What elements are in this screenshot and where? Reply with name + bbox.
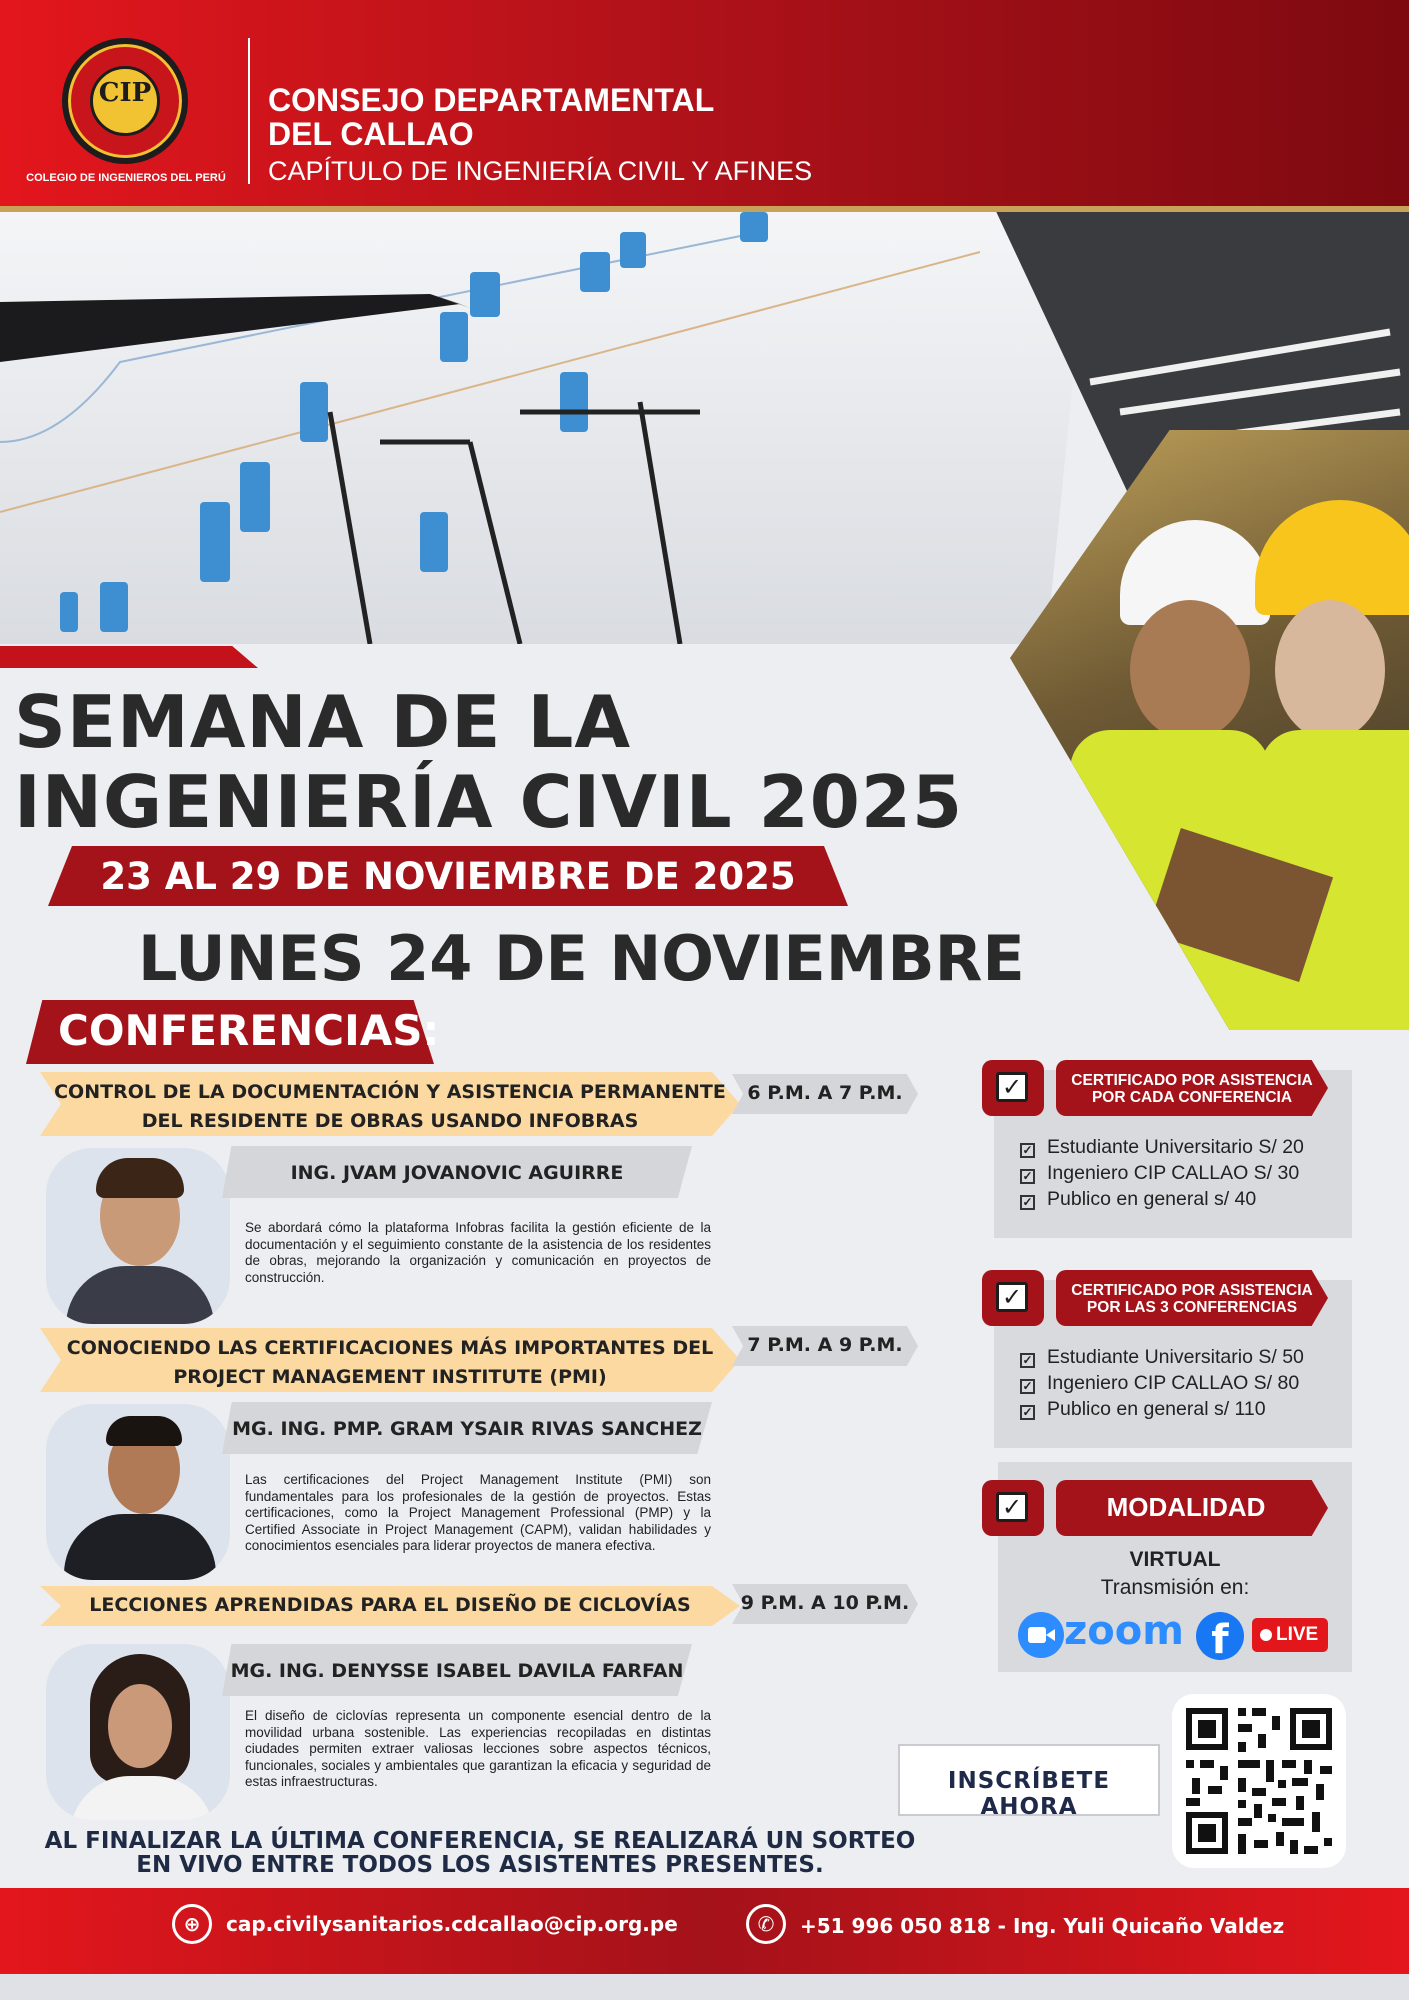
certificate-title-line2: POR CADA CONFERENCIA <box>1091 1089 1293 1106</box>
certificate-title-line2: POR LAS 3 CONFERENCIAS <box>1086 1299 1298 1316</box>
event-title-line1: SEMANA DE LA <box>14 680 632 764</box>
broadcast-label: Transmisión en: <box>1100 1576 1250 1599</box>
certificate-title <box>1056 1282 1328 1316</box>
chart-pen-illustration <box>0 212 1090 644</box>
zoom-wordmark[interactable]: zoom <box>1064 1608 1184 1654</box>
conference-time: 7 P.M. A 9 P.M. <box>747 1334 903 1356</box>
modality-title: MODALIDAD <box>1106 1492 1266 1522</box>
signup-button-label[interactable]: INSCRÍBETE AHORA <box>947 1768 1111 1820</box>
live-badge-icon <box>1252 1618 1328 1652</box>
price-text: Ingeniero CIP CALLAO S/ 80 <box>1047 1372 1300 1394</box>
facebook-icon[interactable]: f <box>1196 1612 1244 1660</box>
org-name-line2: DEL CALLAO <box>268 116 474 152</box>
speaker-head <box>108 1684 172 1768</box>
checkbox-icon <box>982 1060 1044 1116</box>
speaker-hair <box>96 1158 184 1198</box>
conference-topic <box>40 1078 740 1136</box>
speaker-photo <box>46 1148 230 1324</box>
zoom-camera-shape <box>1028 1627 1046 1643</box>
raffle-notice-line1: AL FINALIZAR LA ÚLTIMA CONFERENCIA, SE REALIZARÁ UN SORTEO <box>44 1828 916 1854</box>
topic-line2: PROJECT MANAGEMENT INSTITUTE (PMI) <box>173 1366 607 1388</box>
conference-topic <box>40 1591 740 1620</box>
checkbox-icon <box>982 1480 1044 1536</box>
logo-text: CIP <box>98 78 152 108</box>
conference-description: Se abordará cómo la plataforma Infobras facilita la gestión eficiente de la documentación y el seguimiento constante de la asistencia de los residentes de obras, mejorando la organización y comunicación en proyectos de construcción. <box>245 1220 711 1285</box>
checkmark-icon: ✓ <box>996 1492 1028 1522</box>
contact-phone[interactable]: +51 996 050 818 - Ing. Yuli Quicaño Valdez <box>800 1914 1285 1938</box>
raffle-notice-line2: EN VIVO ENTRE TODOS LOS ASISTENTES PRESENTES. <box>136 1852 824 1878</box>
checkbox-icon: ✓ <box>1020 1379 1035 1394</box>
speaker-body <box>70 1776 214 1820</box>
event-date-range: 23 AL 29 DE NOVIEMBRE DE 2025 <box>100 855 796 898</box>
conferences-heading: CONFERENCIAS: <box>58 1006 440 1055</box>
yellow-helmet <box>1255 500 1409 615</box>
price-text: Publico en general s/ 40 <box>1047 1188 1257 1210</box>
logo-caption: COLEGIO DE INGENIEROS DEL PERÚ <box>26 172 226 184</box>
conference-description: El diseño de ciclovías representa un componente esencial dentro de la movilidad urbana sostenible. Las experiencias recopiladas en distintas ciudades permiten extraer valiosas lecciones sobre aspectos técnicos, funcionales, sociales y ambientales que garantizan la eficacia y seguridad de estas infraestructuras. <box>245 1708 711 1789</box>
qr-code-pattern <box>1172 1694 1346 1868</box>
certificate-title-line1: CERTIFICADO POR ASISTENCIA <box>1071 1072 1313 1089</box>
checkbox-icon: ✓ <box>1020 1195 1035 1210</box>
speaker-body <box>64 1514 216 1580</box>
org-name-line1: CONSEJO DEPARTAMENTAL <box>268 82 715 118</box>
checkbox-icon <box>982 1270 1044 1326</box>
price-row <box>1020 1188 1256 1211</box>
topic-line1: CONTROL DE LA DOCUMENTACIÓN Y ASISTENCIA PERMANENTE <box>54 1081 726 1103</box>
checkbox-icon: ✓ <box>1020 1169 1035 1184</box>
price-text: Estudiante Universitario S/ 50 <box>1047 1346 1304 1368</box>
certificate-title-line1: CERTIFICADO POR ASISTENCIA <box>1071 1282 1313 1299</box>
engineer-face <box>1130 600 1250 740</box>
speaker-name: ING. JVAM JOVANOVIC AGUIRRE <box>290 1162 624 1184</box>
live-label: LIVE <box>1276 1624 1319 1645</box>
price-row <box>1020 1136 1304 1159</box>
topic-line1: LECCIONES APRENDIDAS PARA EL DISEÑO DE CICLOVÍAS <box>89 1594 691 1616</box>
checkmark-icon: ✓ <box>996 1072 1028 1102</box>
checkbox-icon: ✓ <box>1020 1353 1035 1368</box>
header-divider <box>248 38 250 184</box>
speaker-body <box>66 1266 214 1324</box>
price-text: Ingeniero CIP CALLAO S/ 30 <box>1047 1162 1300 1184</box>
modality-type: VIRTUAL <box>1129 1548 1221 1571</box>
globe-icon: ⊕ <box>172 1904 212 1944</box>
engineer-face <box>1275 600 1385 740</box>
live-dot <box>1260 1629 1272 1641</box>
certificate-title <box>1056 1072 1328 1106</box>
checkmark-icon: ✓ <box>996 1282 1028 1312</box>
checkbox-icon: ✓ <box>1020 1405 1035 1420</box>
speaker-name: MG. ING. PMP. GRAM YSAIR RIVAS SANCHEZ <box>232 1418 702 1440</box>
topic-line2: DEL RESIDENTE DE OBRAS USANDO INFOBRAS <box>141 1110 639 1132</box>
phone-icon: ✆ <box>746 1904 786 1944</box>
price-row <box>1020 1372 1299 1395</box>
price-text: Estudiante Universitario S/ 20 <box>1047 1136 1304 1158</box>
footer-base <box>0 1974 1409 2000</box>
conference-description: Las certificaciones del Project Management Institute (PMI) son fundamentales para los profesionales de la gestión de proyectos. Estas certificaciones, como la Project Management Professional (PMP) y la Certified Associate in Project Management (CAPM), validan habilidades y conocimientos esenciales para liderar proyectos de manera efectiva. <box>245 1472 711 1553</box>
zoom-camera-lens <box>1046 1629 1055 1641</box>
price-text: Publico en general s/ 110 <box>1047 1398 1266 1420</box>
speaker-hair <box>106 1416 182 1446</box>
price-row <box>1020 1162 1299 1185</box>
checkbox-icon: ✓ <box>1020 1143 1035 1158</box>
conference-topic <box>40 1334 740 1392</box>
org-chapter: CAPÍTULO DE INGENIERÍA CIVIL Y AFINES <box>268 156 813 186</box>
engineers-image <box>1010 430 1409 1030</box>
contact-email[interactable]: cap.civilysanitarios.cdcallao@cip.org.pe <box>226 1912 678 1936</box>
conference-time: 9 P.M. A 10 P.M. <box>740 1592 910 1614</box>
topic-line1: CONOCIENDO LAS CERTIFICACIONES MÁS IMPORTANTES DEL <box>66 1337 714 1359</box>
chart-pen-image <box>0 212 1090 644</box>
header-gold-rule <box>0 206 1409 212</box>
event-day: LUNES 24 DE NOVIEMBRE <box>138 922 1025 995</box>
red-accent <box>0 646 258 668</box>
event-title-line2: INGENIERÍA CIVIL 2025 <box>14 760 964 844</box>
price-row <box>1020 1346 1304 1369</box>
speaker-photo <box>46 1404 230 1580</box>
qr-code-icon[interactable] <box>1172 1694 1346 1868</box>
speaker-photo <box>46 1644 230 1820</box>
zoom-logo-icon[interactable] <box>1018 1612 1064 1658</box>
speaker-name: MG. ING. DENYSSE ISABEL DAVILA FARFAN <box>230 1660 684 1682</box>
price-row <box>1020 1398 1266 1421</box>
conference-time: 6 P.M. A 7 P.M. <box>747 1082 903 1104</box>
